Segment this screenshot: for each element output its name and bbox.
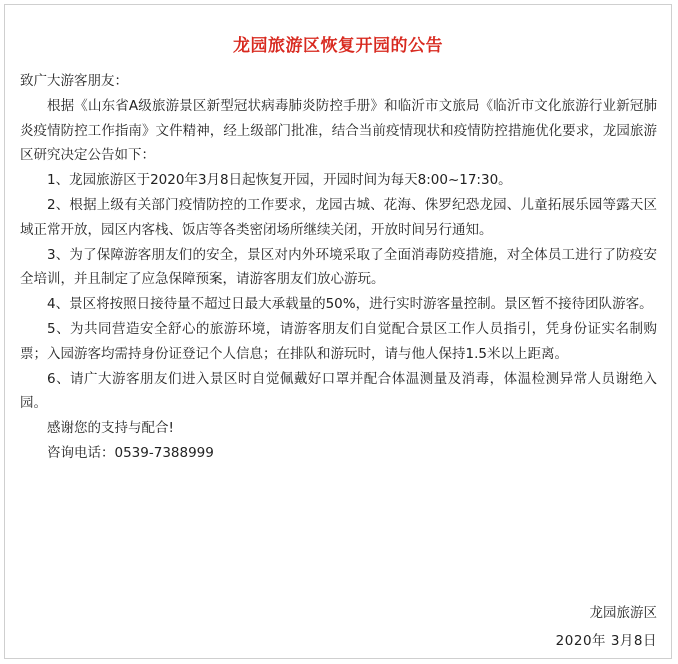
notice-item-6: 6、请广大游客朋友们进入景区时自觉佩戴好口罩并配合体温测量及消毒，体温检测异常人员谢绝入园。: [20, 370, 657, 412]
notice-item-1: 1、龙园旅游区于2020年3月8日起恢复开园，开园时间为每天8:00~17:30。: [47, 172, 512, 189]
signature-organization: 龙园旅游区: [589, 605, 657, 621]
greeting: 致广大游客朋友：: [20, 73, 128, 89]
hotline-line: 咨询电话：0539-7388999: [47, 444, 214, 461]
thanks-line: 感谢您的支持与配合!: [47, 420, 174, 437]
notice-item-3: 3、为了保障游客朋友们的安全，景区对内外环境采取了全面消毒防疫措施，对全体员工进行了防疫安全培训，并且制定了应急保障预案，请游客朋友们放心游玩。: [20, 246, 657, 288]
signature-date: 2020年 3月8日: [555, 633, 657, 649]
notice-title: 龙园旅游区恢复开园的公告: [233, 36, 443, 56]
notice-item-4: 4、景区将按照日接待量不超过日最大承载量的50%，进行实时游客量控制。景区暂不接待团队游客。: [47, 296, 653, 313]
intro-paragraph: 根据《山东省A级旅游景区新型冠状病毒肺炎防控手册》和临沂市文旅局《临沂市文化旅游行业新冠肺炎疫情防控工作指南》文件精神，经上级部门批准，结合当前疫情现状和疫情防控措施优化要求，龙园旅游区研究决定公告如下：: [20, 97, 657, 164]
notice-panel: [4, 4, 672, 659]
notice-item-5: 5、为共同营造安全舒心的旅游环境，请游客朋友们自觉配合景区工作人员指引，凭身份证实名制购票；入园游客均需持身份证登记个人信息；在排队和游玩时，请与他人保持1.5米以上距离。: [20, 320, 657, 362]
notice-body: [20, 69, 657, 466]
notice-item-2: 2、根据上级有关部门疫情防控的工作要求，龙园古城、花海、侏罗纪恐龙园、儿童拓展乐园等露天区域正常开放，园区内客栈、饭店等各类密闭场所继续关闭，开放时间另行通知。: [20, 196, 657, 238]
